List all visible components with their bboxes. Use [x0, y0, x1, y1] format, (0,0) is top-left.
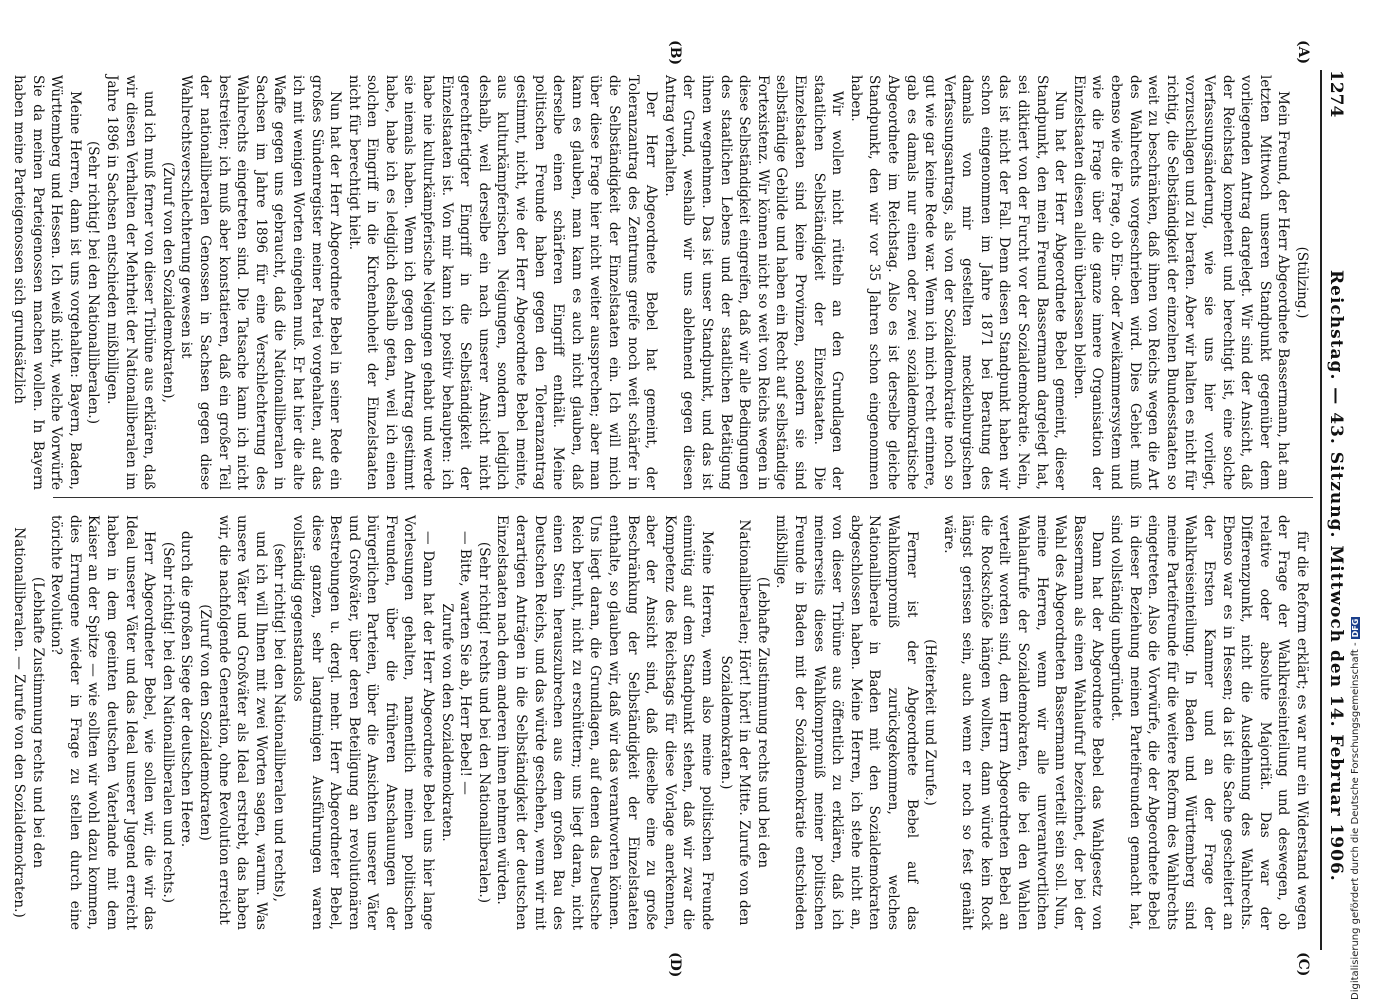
paragraph: und ich will Ihnen mit zwei Worten sagen, warum. Was unsere Väter und Großväter als Ideal erstrebt, das haben wir, die nachfolgende Generation, ohne Revolution erreicht — [215, 515, 269, 930]
paragraph: Meine Herren, dann ist uns vorgehalten: Bayern, Baden, Württemberg und Hessen. Ich weiß nicht, welche Vorwürfe Sie da meinen Parteigenossen machen wollen. In Bayern haben meine Parteigenossen sich grundsätzlich — [11, 75, 83, 490]
paragraph: Mein Freund, der Herr Abgeordnete Bassermann, hat am letzten Mittwoch unseren Standpunkt gegenüber dem vorliegenden Antrag dargelegt. Wir sind der Ansicht, daß der Reichstag kompetent und berechtigt ist, eine solche Verfassungsänderung, wie sie uns hier vorliegt, vorzuschlagen und zu beraten. Aber wir halten es nicht für richtig, die Selbständigkeit der einzelnen Bundesstaaten so weit zu beschränken, daß ihnen von Reichs wegen die Art des Wahlrechts vorgeschrieben wird. Dies Gebiet muß ebenso wie die Frage, ob Ein- oder Zweikammersystem und wie die Frage über die ganze innere Organisation der Einzelstaaten diesen allein überlassen bleiben. — [1070, 75, 1292, 490]
margin-mark-c: (C) — [1295, 952, 1311, 977]
paragraph: Wir wollen nicht rütteln an den Grundlagen der staatlichen Selbständigkeit der Einzelstaaten. Die Einzelstaaten sind keine Provinzen, sondern sie sind selbständige Gebilde und haben ein Recht auf selbständige Fortexistenz. Wir können nicht so weit von Reichs wegen in diese Selbständigkeit eingreifen, daß wir alle Bedingungen des staatlichen Lebens und der staatlichen Betätigung ihnen wegnehmen. Das ist unser Standpunkt, und das ist der Grund, weshalb wir uns ablehnend gegen diesen Antrag verhalten. — [661, 75, 846, 490]
dfg-logo: DFG — [1351, 618, 1360, 638]
paragraph: für die Reform erklärt; es war nur ein Widerstand wegen der Frage der Wahlkreiseinteilung und deswegen, ob relative oder absolute Majorität. Das war der Differenzpunkt, nicht die Ausdehnung des Wahlrechts. Ebenso war es in Hessen; da ist die Sache gescheitert an der Ersten Kammer und an der Frage der Wahlkreiseinteilung. In Baden und Württemberg sind meine Parteifreunde für die weitere Reform des Wahlrechts eingetreten. Also die Vorwürfe, die der Abgeordnete Bebel in dieser Beziehung meinen Parteifreunden gemacht hat, sind vollständig unbegründet. — [1108, 515, 1310, 930]
paragraph: — Bitte, warten Sie ab, Herr Bebel! — — [457, 531, 474, 795]
paragraph: — Dann hat der Herr Abgeordnete Bebel uns hier lange Vorlesungen gehalten, namentlich meinen politischen Freunden, über die früheren Anschauungen der bürgerlichen Parteien, über die Ansichten unserer Väter und Großväter, über deren Beteiligung an revolutionären Bestrebungen u. dergl. mehr. Herr Abgeordneter Bebel, diese ganzen, sehr langatmigen Ausführungen waren vollständig gegenstandslos — [289, 515, 437, 930]
paragraph: (Sehr richtig! rechts und bei den Nationalliberalen.) — [475, 541, 492, 904]
paragraph: (sehr richtig! bei den Nationalliberalen und rechts), — [271, 543, 288, 902]
paragraph: Nun hat der Herr Abgeordnete Bebel gemeint, dieser Standpunkt, den mein Freund Bassermann dargelegt hat, sei diktiert von der Furcht vor der Sozialdemokratie. Nein, das ist nicht der Fall. Denn diesen Standpunkt haben wir schon eingenommen im Jahre 1871 bei Beratung des damals von mir gestellten mecklenburgischen Verfassungsantrags, als von der Sozialdemokratie noch so gut wie gar keine Rede war. Wenn ich mich recht erinnere, gab es damals nur einen oder zwei sozialdemokratische Abgeordnete im Reichstag. Also es ist derselbe gleiche Standpunkt, den wir vor 35 Jahren schon eingenommen haben. — [847, 75, 1069, 490]
paragraph: (Lebhafte Zustimmung rechts und bei den Nationalliberalen; Hört! hört! in der Mitte. Zurufe von den Sozialdemokraten.) — [717, 519, 771, 926]
margin-mark-b: (B) — [667, 40, 683, 66]
paragraph: (Heiterkeit und Zurufe.) — [922, 639, 939, 806]
paragraph: (Sehr richtig! bei den Nationalliberalen.) — [85, 141, 102, 424]
margin-mark-a: (A) — [1295, 40, 1311, 65]
paragraph: Herr Abgeordneter Bebel, wie sollen wir, die wir das Ideal unserer Väter und das Ideal unserer Jugend erreicht haben in dem geeinten deutschen Vaterlande mit dem Kaiser an der Spitze — wie sollten wir wohl dazu kommen, dies Errungene wieder in Frage zu stellen durch eine törichte Revolution? — [48, 515, 158, 930]
paragraph: (Zuruf von den Sozialdemokraten), — [159, 162, 176, 403]
paragraph: und ich muß ferner von dieser Tribüne aus erklären, daß wir diesen Verhalten der Mehrheit der Nationalliberalen im Jahre 1896 in Sachsen entschieden mißbilligen. — [104, 75, 158, 490]
left-text-column — [11, 75, 1311, 490]
paragraph: Zurufe von den Sozialdemokraten. — [438, 603, 455, 842]
page-title: Reichstag. — 43. Sitzung. Mittwoch den 14. Februar 1906. — [1326, 270, 1346, 882]
margin-mark-d: (D) — [667, 952, 683, 978]
credit-text: Digitalisierung gefördert durch die Deutsche Forschungsgemeinschaft - — [1350, 642, 1361, 1000]
paragraph: (Sehr richtig! bei den Nationalliberalen und rechts.) — [159, 541, 176, 904]
paragraph: durch die großen Siege der deutschen Heere. — [178, 531, 195, 848]
paragraph: Der Herr Abgeordnete Bebel hat gemeint, der Toleranzantrag des Zentrums greife noch weit schärfer in die Selbständigkeit der Einzelstaaten ein. Ich will mich über diese Frage hier nicht weiter aussprechen; aber man kann es glauben, man kann es auch nicht glauben, daß derselbe einen schärferen Eingriff enthält. Meine politischen Freunde haben gegen den Toleranzantrag gestimmt, nicht, wie der Herr Abgeordnete Bebel meinte, aus kulturkämpferischen Neigungen, sondern lediglich deshalb, weil derselbe ein nach unserer Ansicht nicht gerechtfertigter Eingriff in die Selbständigkeit der Einzelstaaten ist. Von mir kann ich positiv behaupten: ich habe nie kulturkämpferische Neigungen gehabt und werde sie niemals haben. Wenn ich gegen den Antrag gestimmt habe, habe ich es lediglich deshalb getan, weil ich einen solchen Eingriff in die Kirchenhoheit der Einzelstaaten nicht für berechtigt hielt. — [345, 75, 660, 490]
page-header — [1320, 70, 1348, 950]
digitization-credit — [1350, 600, 1364, 1000]
paragraph: Dann hat der Abgeordnete Bebel das Wahlgesetz von Bassermann als einen Wahlaufruf bezeichnet, der bei der Wahl des Abgeordneten Bassermann verteilt sein soll. Nun, meine Herren, wenn wir alle unverantwortlichen Wahlaufrufe der Sozialdemokraten, die bei den Wahlen verteilt worden sind, dem Herrn Abgeordneten Bebel an die Rockschöße hängen wollten, dann würde kein Rock längst gerissen sein, auch wenn er noch so fest genäht wäre. — [940, 515, 1106, 930]
paragraph: Meine Herren, wenn also meine politischen Freunde einmütig auf dem Standpunkt stehen, daß wir zwar die Kompetenz des Reichstags für diese Vorlage anerkennen, aber der Ansicht sind, daß dieselbe eine zu große Beschränkung der Selbständigkeit der Einzelstaaten enthalte, so glauben wir, daß wir das verantworten können. Uns liegt daran, die Grundlagen, auf denen das Deutsche Reich beruht, nicht zu erschüttern; uns liegt daran, nicht einen Stein herauszubrechen aus dem großen Bau des Deutschen Reichs, und das würde geschehen, wenn wir mit derartigen Anträgen in die Selbständigkeit der deutschen Einzelstaaten nach dem anderen ihnen nehmen würden. — [494, 515, 715, 930]
paragraph: Nun hat der Herr Abgeordnete Bebel in seiner Rede ein großes Sündenregister meiner Partei vorgehalten, auf das ich mit wenigen Worten eingehen muß. Er hat hier die alte Waffe gegen uns gebraucht, daß die Nationalliberalen in Sachsen im Jahre 1896 für eine Verschlechterung des Wahlrechts eingetreten sind. Die Tatsache kann ich nicht bestreiten; ich muß aber konstatieren, daß ein großer Teil der nationalliberalen Genossen in Sachsen gegen diese Wahlrechtsverschlechterung gewesen ist — [178, 75, 344, 490]
paragraph: (Stülzing.) — [1294, 246, 1310, 319]
paragraph: (Lebhafte Zustimmung rechts und bei den Nationalliberalen. — Zurufe von den Sozialdemokraten.) — [11, 527, 46, 918]
page-number: 1274 — [1326, 70, 1346, 118]
right-text-column — [11, 515, 1311, 930]
paragraph: (Zuruf von den Sozialdemokraten) — [196, 604, 213, 841]
column-divider — [53, 497, 1313, 498]
paragraph: Ferner ist der Abgeordnete Bebel auf das Wahlkompromiß zurückgekommen, welches Nationalliberale in Baden mit den Sozialdemokraten abgeschlossen haben. Meine Herren, ich stehe nicht an, von dieser Tribüne aus öffentlich zu erklären, daß ich meinerseits dieses Wahlkompromiß meiner politischen Freunde in Baden mit der Sozialdemokratie entschieden mißbillige. — [773, 515, 920, 930]
